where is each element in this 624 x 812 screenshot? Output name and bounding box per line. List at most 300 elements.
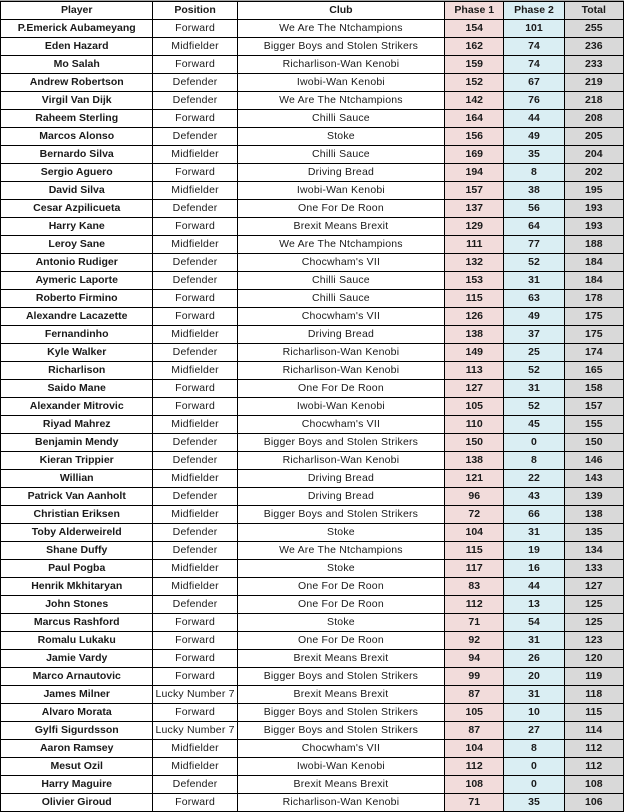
header-club[interactable]: Club xyxy=(237,2,444,20)
table-row xyxy=(1,416,624,434)
phase2-cell[interactable]: 26 xyxy=(504,650,564,668)
phase2-cell[interactable]: 54 xyxy=(504,614,564,632)
phase2-cell[interactable]: 31 xyxy=(504,524,564,542)
total-cell[interactable]: 112 xyxy=(564,758,623,776)
phase1-cell[interactable]: 169 xyxy=(445,146,504,164)
player-cell[interactable]: Mo Salah xyxy=(1,56,153,74)
phase1-cell[interactable]: 112 xyxy=(445,758,504,776)
phase2-cell[interactable]: 35 xyxy=(504,146,564,164)
phase2-cell[interactable]: 8 xyxy=(504,740,564,758)
phase1-cell[interactable]: 142 xyxy=(445,92,504,110)
total-cell[interactable]: 150 xyxy=(564,434,623,452)
phase2-cell[interactable]: 52 xyxy=(504,362,564,380)
position-cell[interactable]: Defender xyxy=(153,272,237,290)
total-cell[interactable]: 157 xyxy=(564,398,623,416)
position-cell[interactable]: Forward xyxy=(153,110,237,128)
position-cell[interactable]: Midfielder xyxy=(153,578,237,596)
table-row xyxy=(1,200,624,218)
total-cell[interactable]: 184 xyxy=(564,272,623,290)
phase2-cell[interactable]: 31 xyxy=(504,380,564,398)
player-cell[interactable]: John Stones xyxy=(1,596,153,614)
player-cell[interactable]: Marco Arnautovic xyxy=(1,668,153,686)
player-cell[interactable]: Harry Maguire xyxy=(1,776,153,794)
phase1-cell[interactable]: 115 xyxy=(445,542,504,560)
position-cell[interactable]: Forward xyxy=(153,218,237,236)
phase1-cell[interactable]: 127 xyxy=(445,380,504,398)
phase1-cell[interactable]: 83 xyxy=(445,578,504,596)
position-cell[interactable]: Forward xyxy=(153,398,237,416)
phase1-cell[interactable]: 137 xyxy=(445,200,504,218)
position-cell[interactable]: Defender xyxy=(153,74,237,92)
phase2-cell[interactable]: 13 xyxy=(504,596,564,614)
phase2-cell[interactable]: 8 xyxy=(504,452,564,470)
player-cell[interactable]: Mesut Ozil xyxy=(1,758,153,776)
phase2-cell[interactable]: 63 xyxy=(504,290,564,308)
table-row xyxy=(1,650,624,668)
position-cell[interactable]: Midfielder xyxy=(153,146,237,164)
position-cell[interactable]: Forward xyxy=(153,308,237,326)
table-row xyxy=(1,704,624,722)
total-cell[interactable]: 218 xyxy=(564,92,623,110)
phase1-cell[interactable]: 157 xyxy=(445,182,504,200)
total-cell[interactable]: 106 xyxy=(564,794,623,812)
table-row xyxy=(1,524,624,542)
total-cell[interactable]: 174 xyxy=(564,344,623,362)
phase1-cell[interactable]: 111 xyxy=(445,236,504,254)
total-cell[interactable]: 134 xyxy=(564,542,623,560)
total-cell[interactable]: 139 xyxy=(564,488,623,506)
club-cell[interactable]: Stoke xyxy=(237,128,444,146)
phase2-cell[interactable]: 19 xyxy=(504,542,564,560)
player-cell[interactable]: Christian Eriksen xyxy=(1,506,153,524)
player-cell[interactable]: Leroy Sane xyxy=(1,236,153,254)
player-cell[interactable]: Eden Hazard xyxy=(1,38,153,56)
club-cell[interactable]: Iwobi-Wan Kenobi xyxy=(237,182,444,200)
total-cell[interactable]: 138 xyxy=(564,506,623,524)
phase1-cell[interactable]: 150 xyxy=(445,434,504,452)
table-row xyxy=(1,146,624,164)
club-cell[interactable]: Brexit Means Brexit xyxy=(237,776,444,794)
player-cell[interactable]: Cesar Azpilicueta xyxy=(1,200,153,218)
total-cell[interactable]: 178 xyxy=(564,290,623,308)
phase2-cell[interactable]: 43 xyxy=(504,488,564,506)
phase1-cell[interactable]: 194 xyxy=(445,164,504,182)
club-cell[interactable]: Driving Bread xyxy=(237,326,444,344)
phase1-cell[interactable]: 138 xyxy=(445,452,504,470)
header-phase2[interactable]: Phase 2 xyxy=(504,2,564,20)
total-cell[interactable]: 255 xyxy=(564,20,623,38)
player-cell[interactable]: Alexander Mitrovic xyxy=(1,398,153,416)
position-cell[interactable]: Midfielder xyxy=(153,416,237,434)
position-cell[interactable]: Forward xyxy=(153,164,237,182)
phase1-cell[interactable]: 154 xyxy=(445,20,504,38)
position-cell[interactable]: Lucky Number 7 xyxy=(153,722,237,740)
position-cell[interactable]: Defender xyxy=(153,776,237,794)
total-cell[interactable]: 236 xyxy=(564,38,623,56)
player-cell[interactable]: Virgil Van Dijk xyxy=(1,92,153,110)
club-cell[interactable]: Bigger Boys and Stolen Strikers xyxy=(237,434,444,452)
phase2-cell[interactable]: 52 xyxy=(504,254,564,272)
position-cell[interactable]: Midfielder xyxy=(153,470,237,488)
phase2-cell[interactable]: 44 xyxy=(504,578,564,596)
club-cell[interactable]: One For De Roon xyxy=(237,632,444,650)
phase2-cell[interactable]: 10 xyxy=(504,704,564,722)
phase1-cell[interactable]: 132 xyxy=(445,254,504,272)
club-cell[interactable]: We Are The Ntchampions xyxy=(237,92,444,110)
phase1-cell[interactable]: 153 xyxy=(445,272,504,290)
table-row xyxy=(1,236,624,254)
player-cell[interactable]: Jamie Vardy xyxy=(1,650,153,668)
club-cell[interactable]: One For De Roon xyxy=(237,578,444,596)
phase2-cell[interactable]: 16 xyxy=(504,560,564,578)
phase1-cell[interactable]: 94 xyxy=(445,650,504,668)
total-cell[interactable]: 155 xyxy=(564,416,623,434)
total-cell[interactable]: 119 xyxy=(564,668,623,686)
player-cell[interactable]: Henrik Mkhitaryan xyxy=(1,578,153,596)
total-cell[interactable]: 184 xyxy=(564,254,623,272)
phase1-cell[interactable]: 105 xyxy=(445,704,504,722)
position-cell[interactable]: Defender xyxy=(153,452,237,470)
club-cell[interactable]: Iwobi-Wan Kenobi xyxy=(237,758,444,776)
header-total[interactable]: Total xyxy=(564,2,623,20)
club-cell[interactable]: Chocwham's VII xyxy=(237,308,444,326)
table-row xyxy=(1,128,624,146)
position-cell[interactable]: Midfielder xyxy=(153,362,237,380)
total-cell[interactable]: 208 xyxy=(564,110,623,128)
total-cell[interactable]: 118 xyxy=(564,686,623,704)
total-cell[interactable]: 133 xyxy=(564,560,623,578)
total-cell[interactable]: 127 xyxy=(564,578,623,596)
player-cell[interactable]: Fernandinho xyxy=(1,326,153,344)
phase2-cell[interactable]: 35 xyxy=(504,794,564,812)
table-row xyxy=(1,668,624,686)
position-cell[interactable]: Forward xyxy=(153,704,237,722)
club-cell[interactable]: Driving Bread xyxy=(237,164,444,182)
table-row xyxy=(1,632,624,650)
phase1-cell[interactable]: 113 xyxy=(445,362,504,380)
phase1-cell[interactable]: 104 xyxy=(445,524,504,542)
table-row xyxy=(1,74,624,92)
total-cell[interactable]: 165 xyxy=(564,362,623,380)
position-cell[interactable]: Midfielder xyxy=(153,740,237,758)
club-cell[interactable]: Stoke xyxy=(237,614,444,632)
phase2-cell[interactable]: 45 xyxy=(504,416,564,434)
total-cell[interactable]: 120 xyxy=(564,650,623,668)
phase2-cell[interactable]: 52 xyxy=(504,398,564,416)
phase2-cell[interactable]: 20 xyxy=(504,668,564,686)
total-cell[interactable]: 158 xyxy=(564,380,623,398)
player-cell[interactable]: Patrick Van Aanholt xyxy=(1,488,153,506)
phase1-cell[interactable]: 71 xyxy=(445,794,504,812)
total-cell[interactable]: 175 xyxy=(564,308,623,326)
player-cell[interactable]: Riyad Mahrez xyxy=(1,416,153,434)
position-cell[interactable]: Midfielder xyxy=(153,326,237,344)
club-cell[interactable]: Stoke xyxy=(237,560,444,578)
phase2-cell[interactable]: 22 xyxy=(504,470,564,488)
club-cell[interactable]: Iwobi-Wan Kenobi xyxy=(237,398,444,416)
club-cell[interactable]: Bigger Boys and Stolen Strikers xyxy=(237,722,444,740)
phase2-cell[interactable]: 0 xyxy=(504,758,564,776)
player-cell[interactable]: Richarlison xyxy=(1,362,153,380)
phase1-cell[interactable]: 117 xyxy=(445,560,504,578)
phase1-cell[interactable]: 87 xyxy=(445,722,504,740)
table-row xyxy=(1,758,624,776)
phase1-cell[interactable]: 96 xyxy=(445,488,504,506)
club-cell[interactable]: Bigger Boys and Stolen Strikers xyxy=(237,668,444,686)
player-cell[interactable]: P.Emerick Aubameyang xyxy=(1,20,153,38)
phase2-cell[interactable]: 76 xyxy=(504,92,564,110)
club-cell[interactable]: Richarlison-Wan Kenobi xyxy=(237,452,444,470)
total-cell[interactable]: 135 xyxy=(564,524,623,542)
phase1-cell[interactable]: 129 xyxy=(445,218,504,236)
table-row xyxy=(1,254,624,272)
position-cell[interactable]: Defender xyxy=(153,92,237,110)
club-cell[interactable]: Brexit Means Brexit xyxy=(237,650,444,668)
player-cell[interactable]: James Milner xyxy=(1,686,153,704)
position-cell[interactable]: Forward xyxy=(153,650,237,668)
total-cell[interactable]: 125 xyxy=(564,596,623,614)
position-cell[interactable]: Defender xyxy=(153,488,237,506)
phase1-cell[interactable]: 112 xyxy=(445,596,504,614)
phase2-cell[interactable]: 27 xyxy=(504,722,564,740)
total-cell[interactable]: 193 xyxy=(564,200,623,218)
phase1-cell[interactable]: 164 xyxy=(445,110,504,128)
phase1-cell[interactable]: 138 xyxy=(445,326,504,344)
total-cell[interactable]: 123 xyxy=(564,632,623,650)
club-cell[interactable]: Brexit Means Brexit xyxy=(237,218,444,236)
phase2-cell[interactable]: 37 xyxy=(504,326,564,344)
player-cell[interactable]: Aymeric Laporte xyxy=(1,272,153,290)
phase1-cell[interactable]: 149 xyxy=(445,344,504,362)
player-cell[interactable]: Benjamin Mendy xyxy=(1,434,153,452)
player-cell[interactable]: Antonio Rudiger xyxy=(1,254,153,272)
player-cell[interactable]: David Silva xyxy=(1,182,153,200)
header-phase1[interactable]: Phase 1 xyxy=(445,2,504,20)
header-position[interactable]: Position xyxy=(153,2,237,20)
total-cell[interactable]: 146 xyxy=(564,452,623,470)
position-cell[interactable]: Forward xyxy=(153,20,237,38)
phase2-cell[interactable]: 74 xyxy=(504,38,564,56)
position-cell[interactable]: Midfielder xyxy=(153,506,237,524)
position-cell[interactable]: Midfielder xyxy=(153,38,237,56)
club-cell[interactable]: Driving Bread xyxy=(237,470,444,488)
player-cell[interactable]: Kieran Trippier xyxy=(1,452,153,470)
table-row xyxy=(1,596,624,614)
position-cell[interactable]: Forward xyxy=(153,56,237,74)
position-cell[interactable]: Forward xyxy=(153,794,237,812)
player-cell[interactable]: Alvaro Morata xyxy=(1,704,153,722)
player-cell[interactable]: Andrew Robertson xyxy=(1,74,153,92)
player-cell[interactable]: Sergio Aguero xyxy=(1,164,153,182)
club-cell[interactable]: Richarlison-Wan Kenobi xyxy=(237,362,444,380)
total-cell[interactable]: 175 xyxy=(564,326,623,344)
club-cell[interactable]: Bigger Boys and Stolen Strikers xyxy=(237,704,444,722)
header-row xyxy=(1,2,624,20)
phase1-cell[interactable]: 92 xyxy=(445,632,504,650)
phase2-cell[interactable]: 8 xyxy=(504,164,564,182)
total-cell[interactable]: 112 xyxy=(564,740,623,758)
club-cell[interactable]: Bigger Boys and Stolen Strikers xyxy=(237,506,444,524)
phase1-cell[interactable]: 159 xyxy=(445,56,504,74)
phase2-cell[interactable]: 49 xyxy=(504,128,564,146)
position-cell[interactable]: Lucky Number 7 xyxy=(153,686,237,704)
phase2-cell[interactable]: 25 xyxy=(504,344,564,362)
phase2-cell[interactable]: 38 xyxy=(504,182,564,200)
phase1-cell[interactable]: 121 xyxy=(445,470,504,488)
position-cell[interactable]: Forward xyxy=(153,632,237,650)
phase1-cell[interactable]: 115 xyxy=(445,290,504,308)
player-cell[interactable]: Gylfi Sigurdsson xyxy=(1,722,153,740)
phase1-cell[interactable]: 156 xyxy=(445,128,504,146)
total-cell[interactable]: 115 xyxy=(564,704,623,722)
phase1-cell[interactable]: 110 xyxy=(445,416,504,434)
club-cell[interactable]: Chocwham's VII xyxy=(237,740,444,758)
position-cell[interactable]: Forward xyxy=(153,614,237,632)
phase2-cell[interactable]: 66 xyxy=(504,506,564,524)
club-cell[interactable]: One For De Roon xyxy=(237,200,444,218)
position-cell[interactable]: Defender xyxy=(153,344,237,362)
total-cell[interactable]: 195 xyxy=(564,182,623,200)
phase2-cell[interactable]: 64 xyxy=(504,218,564,236)
phase1-cell[interactable]: 152 xyxy=(445,74,504,92)
club-cell[interactable]: Chilli Sauce xyxy=(237,272,444,290)
total-cell[interactable]: 233 xyxy=(564,56,623,74)
player-cell[interactable]: Romalu Lukaku xyxy=(1,632,153,650)
player-cell[interactable]: Roberto Firmino xyxy=(1,290,153,308)
player-cell[interactable]: Shane Duffy xyxy=(1,542,153,560)
phase2-cell[interactable]: 77 xyxy=(504,236,564,254)
club-cell[interactable]: Chilli Sauce xyxy=(237,146,444,164)
player-cell[interactable]: Paul Pogba xyxy=(1,560,153,578)
player-cell[interactable]: Toby Alderweireld xyxy=(1,524,153,542)
phase2-cell[interactable]: 0 xyxy=(504,776,564,794)
total-cell[interactable]: 125 xyxy=(564,614,623,632)
club-cell[interactable]: Chocwham's VII xyxy=(237,416,444,434)
phase2-cell[interactable]: 67 xyxy=(504,74,564,92)
position-cell[interactable]: Midfielder xyxy=(153,236,237,254)
phase2-cell[interactable]: 31 xyxy=(504,632,564,650)
phase2-cell[interactable]: 74 xyxy=(504,56,564,74)
phase2-cell[interactable]: 31 xyxy=(504,272,564,290)
position-cell[interactable]: Defender xyxy=(153,524,237,542)
player-cell[interactable]: Raheem Sterling xyxy=(1,110,153,128)
club-cell[interactable]: Bigger Boys and Stolen Strikers xyxy=(237,38,444,56)
total-cell[interactable]: 204 xyxy=(564,146,623,164)
phase2-cell[interactable]: 0 xyxy=(504,434,564,452)
total-cell[interactable]: 188 xyxy=(564,236,623,254)
player-cell[interactable]: Olivier Giroud xyxy=(1,794,153,812)
total-cell[interactable]: 143 xyxy=(564,470,623,488)
table-row xyxy=(1,542,624,560)
phase1-cell[interactable]: 87 xyxy=(445,686,504,704)
club-cell[interactable]: One For De Roon xyxy=(237,596,444,614)
table-row xyxy=(1,110,624,128)
player-scores-table xyxy=(0,1,624,812)
table-row xyxy=(1,578,624,596)
club-cell[interactable]: Chocwham's VII xyxy=(237,254,444,272)
club-cell[interactable]: Chilli Sauce xyxy=(237,110,444,128)
position-cell[interactable]: Defender xyxy=(153,200,237,218)
club-cell[interactable]: Richarlison-Wan Kenobi xyxy=(237,794,444,812)
player-cell[interactable]: Aaron Ramsey xyxy=(1,740,153,758)
total-cell[interactable]: 108 xyxy=(564,776,623,794)
position-cell[interactable]: Forward xyxy=(153,290,237,308)
table-row xyxy=(1,722,624,740)
position-cell[interactable]: Forward xyxy=(153,380,237,398)
table-row xyxy=(1,218,624,236)
table-row xyxy=(1,56,624,74)
position-cell[interactable]: Forward xyxy=(153,668,237,686)
table-row xyxy=(1,164,624,182)
phase2-cell[interactable]: 31 xyxy=(504,686,564,704)
club-cell[interactable]: We Are The Ntchampions xyxy=(237,20,444,38)
phase1-cell[interactable]: 72 xyxy=(445,506,504,524)
club-cell[interactable]: We Are The Ntchampions xyxy=(237,236,444,254)
club-cell[interactable]: Iwobi-Wan Kenobi xyxy=(237,74,444,92)
table-row xyxy=(1,344,624,362)
player-cell[interactable]: Harry Kane xyxy=(1,218,153,236)
position-cell[interactable]: Defender xyxy=(153,254,237,272)
table-row xyxy=(1,326,624,344)
player-cell[interactable]: Bernardo Silva xyxy=(1,146,153,164)
player-cell[interactable]: Kyle Walker xyxy=(1,344,153,362)
player-cell[interactable]: Marcos Alonso xyxy=(1,128,153,146)
phase1-cell[interactable]: 104 xyxy=(445,740,504,758)
total-cell[interactable]: 202 xyxy=(564,164,623,182)
total-cell[interactable]: 193 xyxy=(564,218,623,236)
phase2-cell[interactable]: 101 xyxy=(504,20,564,38)
phase1-cell[interactable]: 71 xyxy=(445,614,504,632)
club-cell[interactable]: Richarlison-Wan Kenobi xyxy=(237,344,444,362)
position-cell[interactable]: Defender xyxy=(153,434,237,452)
position-cell[interactable]: Defender xyxy=(153,128,237,146)
table-row xyxy=(1,362,624,380)
total-cell[interactable]: 114 xyxy=(564,722,623,740)
club-cell[interactable]: One For De Roon xyxy=(237,380,444,398)
position-cell[interactable]: Defender xyxy=(153,596,237,614)
club-cell[interactable]: Brexit Means Brexit xyxy=(237,686,444,704)
table-row xyxy=(1,740,624,758)
player-cell[interactable]: Saido Mane xyxy=(1,380,153,398)
table-row xyxy=(1,470,624,488)
phase1-cell[interactable]: 99 xyxy=(445,668,504,686)
phase2-cell[interactable]: 56 xyxy=(504,200,564,218)
total-cell[interactable]: 205 xyxy=(564,128,623,146)
header-player[interactable]: Player xyxy=(1,2,153,20)
club-cell[interactable]: Stoke xyxy=(237,524,444,542)
table-row xyxy=(1,92,624,110)
position-cell[interactable]: Midfielder xyxy=(153,758,237,776)
player-cell[interactable]: Marcus Rashford xyxy=(1,614,153,632)
phase1-cell[interactable]: 108 xyxy=(445,776,504,794)
table-row xyxy=(1,380,624,398)
club-cell[interactable]: Richarlison-Wan Kenobi xyxy=(237,56,444,74)
player-cell[interactable]: Alexandre Lacazette xyxy=(1,308,153,326)
total-cell[interactable]: 219 xyxy=(564,74,623,92)
club-cell[interactable]: Driving Bread xyxy=(237,488,444,506)
player-cell[interactable]: Willian xyxy=(1,470,153,488)
phase1-cell[interactable]: 162 xyxy=(445,38,504,56)
club-cell[interactable]: We Are The Ntchampions xyxy=(237,542,444,560)
phase2-cell[interactable]: 49 xyxy=(504,308,564,326)
phase1-cell[interactable]: 105 xyxy=(445,398,504,416)
position-cell[interactable]: Defender xyxy=(153,542,237,560)
phase2-cell[interactable]: 44 xyxy=(504,110,564,128)
position-cell[interactable]: Midfielder xyxy=(153,182,237,200)
club-cell[interactable]: Chilli Sauce xyxy=(237,290,444,308)
phase1-cell[interactable]: 126 xyxy=(445,308,504,326)
position-cell[interactable]: Midfielder xyxy=(153,560,237,578)
